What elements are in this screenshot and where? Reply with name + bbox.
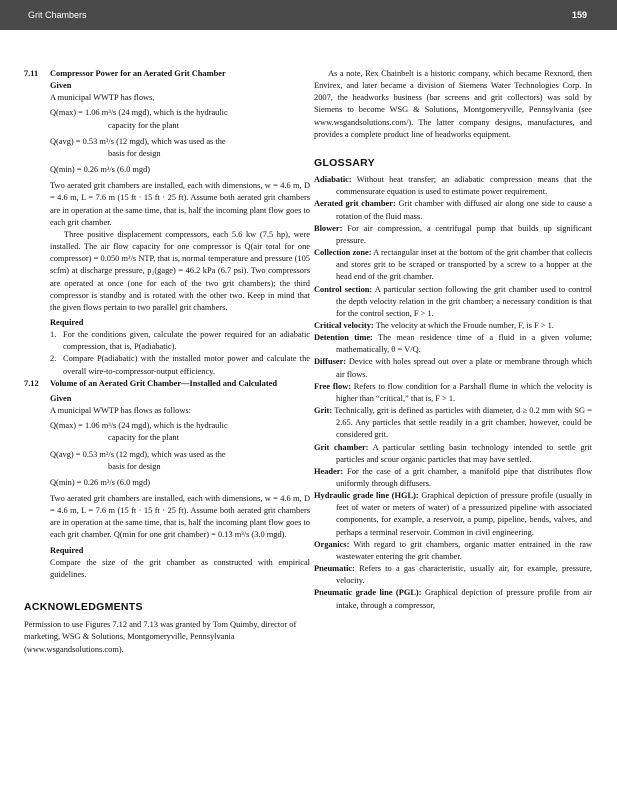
required-list (24, 329, 310, 378)
flow-qmax: Q(max) = 1.06 m³/s (24 mgd), which is the hydraulic capacity for the plant (50, 421, 228, 443)
glossary-entry: Aerated grit chamber: Grit chamber with diffused air along one side to cause a rotation of the fluid mass. (314, 199, 593, 221)
glossary-entry: Header: For the case of a grit chamber, a manifold pipe that distributes flow uniformly through diffusers. (314, 466, 592, 488)
glossary-entry: Pneumatic grade line (PGL): Graphical depiction of pressure profile from air intake, through a compressor, (314, 588, 592, 610)
paragraph: Compare the size of the grit chamber as constructed with empirical guidelines. (50, 557, 310, 579)
glossary-entry: Organics: With regard to grit chambers, organic matter entrained in the raw wastewater entering the grit chamber. (314, 539, 593, 561)
problem-7-12-title: 7.12 Volume of an Aerated Grit Chamber—Installed and Calculated (24, 378, 277, 388)
glossary-entry: Pneumatic: Refers to a gas characteristic, usually air, for example, pressure, velocity. (314, 564, 593, 586)
given-intro: A municipal WWTP has flows as follows: (50, 406, 191, 416)
flow-qavg: Q(avg) = 0.53 m³/s (12 mgd), which was used as the basis for design (50, 136, 226, 158)
glossary-entry: Free flow: Refers to flow condition for a Parshall flume in which the velocity is higher than “critical,” that is, F > 1. (314, 381, 592, 403)
paragraph: Three positive displacement compressors, each 5.6 kw (7.5 hp), were installed. The air flow capacity for one compressor is Q(air total for one compressor) = 0.050 m³/s NTP, that is, normal temperature and pressure (105 scfm) at discharge pressure, p₂(gage) = 46.2 kPa (6.7 psi). Two compressors are operated at once (one for each of the two grit chambers); the third compressor is standby and is rotated with the other two. Keep in mind that the given flows pertain to two parallel grit chambers. (50, 229, 310, 312)
given-heading: Given (50, 81, 72, 91)
glossary-entry: Diffuser: Device with holes spread out over a plate or membrane through which air flows. (314, 357, 592, 379)
glossary-entry: Blower: For air compression, a centrifugal pump that builds up significant pressure. (314, 223, 592, 245)
page-header (0, 0, 617, 30)
list-item: 2. Compare P(adiabatic) with the installed motor power and calculate the overall wire-to-compressor-output efficiency. (50, 354, 310, 376)
page-number: 159 (571, 10, 587, 20)
glossary-entry: Control section: A particular section following the grit chamber used to control the depth velocity relation in the grit chamber; a necessary condition is that for the control section, F > 1. (314, 284, 592, 318)
note-paragraph: As a note, Rex Chainbelt is a historic company, which became Rexnord, then Envirex, and later became a division of Siemens Water Technologies Corp. In 2007, the headworks business (bar screens and grit collectors) was sold by Siemens to become WSG & Solutions, Montgomeryville, Pennsylvania (see www.wsgandsolutions.com/). The latter company designs, manufactures, and provides a complete product line of headworks equipment. (314, 69, 592, 139)
flow-qavg: Q(avg) = 0.53 m³/s (12 mgd), which was used as the basis for design (50, 449, 226, 471)
flow-qmin: Q(min) = 0.26 m³/s (6.0 mgd) (50, 165, 151, 175)
paragraph: Two aerated grit chambers are installed, each with dimensions, w = 4.6 m, D = 4.6 m, L = 7.6 m (15 ft · 15 ft · 25 ft). Assume both aerated grit chambers are in operation at the same time, that is, half the incoming plant flow goes to each grit chamber. Q(min for one grit chamber) = 0.13 m³/s (3.0 mgd). (50, 494, 310, 540)
glossary-entry: Detention time: The mean residence time of a fluid in a given volume; mathematically, θ = V/Q. (314, 333, 592, 355)
problem-7-11-title: 7.11 Compressor Power for an Aerated Grit Chamber (24, 69, 226, 78)
flow-qmax: Q(max) = 1.06 m³/s (24 mgd), which is the hydraulic capacity for the plant (50, 108, 228, 130)
glossary-entry: Collection zone: A rectangular inset at the bottom of the grit chamber that collects and stores grit to be scraped or transported by a screw to a hopper at the head end of the grit chamber. (314, 248, 592, 282)
glossary-entry: Adiabatic: Without heat transfer; an adiabatic compression means that the commensurate equation is used to estimate power requirement. (314, 175, 592, 197)
required-heading: Required (50, 317, 84, 327)
glossary-entry: Critical velocity: The velocity at which the Froude number, F, is F > 1. (314, 320, 554, 330)
acknowledgments-heading: ACKNOWLEDGMENTS (24, 601, 143, 614)
list-item: 1. For the conditions given, calculate the power required for an adiabatic compression, that is, P(adiabatic). (50, 330, 310, 352)
required-heading: Required (50, 545, 84, 555)
right-column (314, 68, 592, 612)
glossary-heading: GLOSSARY (314, 156, 375, 169)
given-heading: Given (50, 393, 72, 403)
flow-qmin: Q(min) = 0.26 m³/s (6.0 mgd) (50, 477, 151, 487)
running-title: Grit Chambers (28, 10, 87, 20)
paragraph: Two aerated grit chambers are installed, each with dimensions, w = 4.6 m, D = 4.6 m, L = 7.6 m (15 ft · 15 ft · 25 ft). Assume both aerated grit chambers are in operation at the same time, that is, half the incoming plant flow goes to each grit chamber. (50, 181, 310, 227)
left-column (24, 68, 310, 656)
glossary-entry: Grit: Technically, grit is defined as particles with diameter, d ≥ 0.2 mm with SG = 2.65. Any particles that settle readily in a grit chamber, however, could be considered grit. (314, 406, 592, 440)
acknowledgments-body: Permission to use Figures 7.12 and 7.13 was granted by Tom Quimby, director of marketing, WSG & Solutions, Montgomeryville, Pennsylvania (www.wsgandsolutions.com). (24, 620, 297, 654)
glossary-entry: Hydraulic grade line (HGL): Graphical depiction of pressure profile (usually in feet of water or meters of water) of a pressurized pipeline with associated components, for example, a reservoir, a pump, pipeline, bends, valves, and perhaps a terminal reservoir. Common in civil engineering. (314, 491, 592, 537)
glossary-list (314, 174, 592, 612)
given-intro: A municipal WWTP has flows, (50, 93, 155, 103)
glossary-entry: Grit chamber: A particular settling basin technology intended to settle grit particles and scour organic particles that may have settled. (314, 442, 592, 464)
